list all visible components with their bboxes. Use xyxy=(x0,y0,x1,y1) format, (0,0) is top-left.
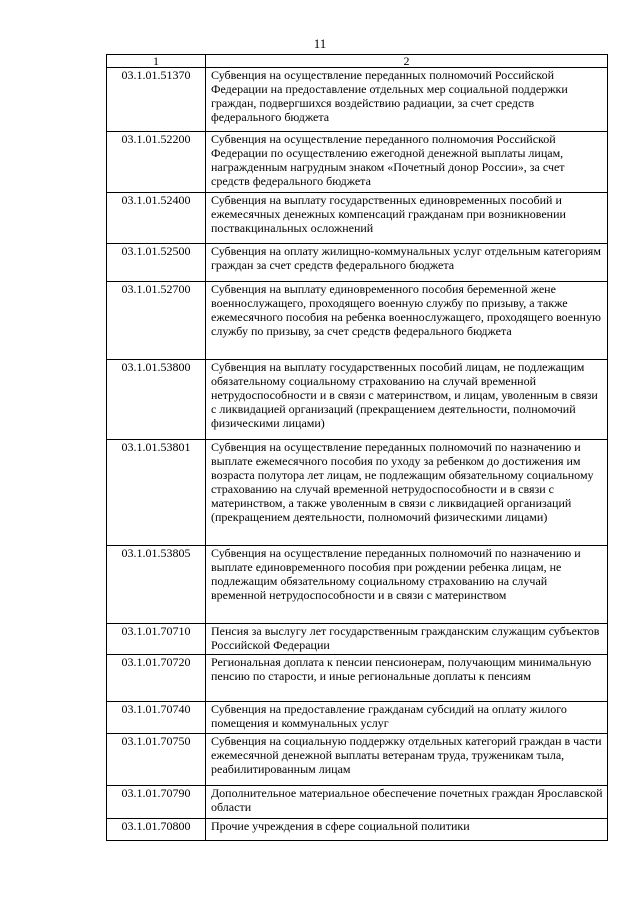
row-code: 03.1.01.70790 xyxy=(107,786,206,819)
table-row xyxy=(107,819,608,841)
table-row xyxy=(107,786,608,819)
row-code: 03.1.01.53805 xyxy=(107,546,206,624)
row-description: Региональная доплата к пенсии пенсионерам, получающим минимальную пенсию по старости, и иные региональные доплаты к пенсиям xyxy=(206,655,608,702)
table-row xyxy=(107,360,608,440)
row-description: Субвенция на осуществление переданных полномочий Российской Федерации на предоставление отдельных мер социальной поддержки граждан, подвергшихся воздействию радиации, за счет средств федерального бюджета xyxy=(206,68,608,132)
column-header-description: 2 xyxy=(206,55,608,68)
page-number: 11 xyxy=(313,36,327,51)
table-row xyxy=(107,282,608,360)
budget-classification-table xyxy=(106,54,608,841)
row-description: Субвенция на социальную поддержку отдельных категорий граждан в части ежемесячной денежной выплаты ветеранам труда, труженикам тыла, реабилитированным лицам xyxy=(206,734,608,786)
table-header-row xyxy=(107,55,608,68)
row-code: 03.1.01.53801 xyxy=(107,440,206,546)
table-row xyxy=(107,132,608,193)
table-row xyxy=(107,244,608,282)
row-code: 03.1.01.52200 xyxy=(107,132,206,193)
row-description: Субвенция на выплату единовременного пособия беременной жене военнослужащего, проходящего военную службу по призыву, а также ежемесячного пособия на ребенка военнослужащего, проходящего военную службу по призыву, за счет средств федерального бюджета xyxy=(206,282,608,360)
row-code: 03.1.01.70740 xyxy=(107,702,206,734)
table-row xyxy=(107,440,608,546)
row-code: 03.1.01.70710 xyxy=(107,624,206,655)
row-description: Субвенция на выплату государственных пособий лицам, не подлежащим обязательному социальному страхованию на случай временной нетрудоспособности и в связи с материнством, и лицам, уволенным в связи с ликвидацией организаций (прекращением деятельности, полномочий физическими лицами) xyxy=(206,360,608,440)
row-description: Дополнительное материальное обеспечение почетных граждан Ярославской области xyxy=(206,786,608,819)
table-row xyxy=(107,702,608,734)
row-description: Субвенция на осуществление переданных полномочий по назначению и выплате единовременного пособия при рождении ребенка лицам, не подлежащим обязательному социальному страхованию на случай временной нетрудоспособности и в связи с материнством xyxy=(206,546,608,624)
table-row xyxy=(107,546,608,624)
row-description: Субвенция на осуществление переданных полномочий по назначению и выплате ежемесячного пособия по уходу за ребенком до достижения им возраста полутора лет лицам, не подлежащим обязательному социальному страхованию на случай временной нетрудоспособности и в связи с материнством, а также уволенным в связи с ликвидацией организаций (прекращением деятельности, полномочий физическими лицами) xyxy=(206,440,608,546)
row-description: Субвенция на осуществление переданного полномочия Российской Федерации по осуществлению ежегодной денежной выплаты лицам, награжденным нагрудным знаком «Почетный донор России», за счет средств федерального бюджета xyxy=(206,132,608,193)
row-code: 03.1.01.51370 xyxy=(107,68,206,132)
row-code: 03.1.01.70720 xyxy=(107,655,206,702)
row-description: Субвенция на оплату жилищно-коммунальных услуг отдельным категориям граждан за счет средств федерального бюджета xyxy=(206,244,608,282)
row-description: Пенсия за выслугу лет государственным гражданским служащим субъектов Российской Федерации xyxy=(206,624,608,655)
row-description: Субвенция на выплату государственных единовременных пособий и ежемесячных денежных компенсаций гражданам при возникновении поствакцинальных осложнений xyxy=(206,193,608,244)
row-code: 03.1.01.52400 xyxy=(107,193,206,244)
column-header-code: 1 xyxy=(107,55,206,68)
row-code: 03.1.01.70800 xyxy=(107,819,206,841)
table-row xyxy=(107,734,608,786)
table-row xyxy=(107,624,608,655)
table-row xyxy=(107,655,608,702)
table-row xyxy=(107,193,608,244)
row-code: 03.1.01.52700 xyxy=(107,282,206,360)
row-code: 03.1.01.70750 xyxy=(107,734,206,786)
table-row xyxy=(107,68,608,132)
row-code: 03.1.01.53800 xyxy=(107,360,206,440)
row-description: Прочие учреждения в сфере социальной политики xyxy=(206,819,608,841)
row-description: Субвенция на предоставление гражданам субсидий на оплату жилого помещения и коммунальных услуг xyxy=(206,702,608,734)
row-code: 03.1.01.52500 xyxy=(107,244,206,282)
